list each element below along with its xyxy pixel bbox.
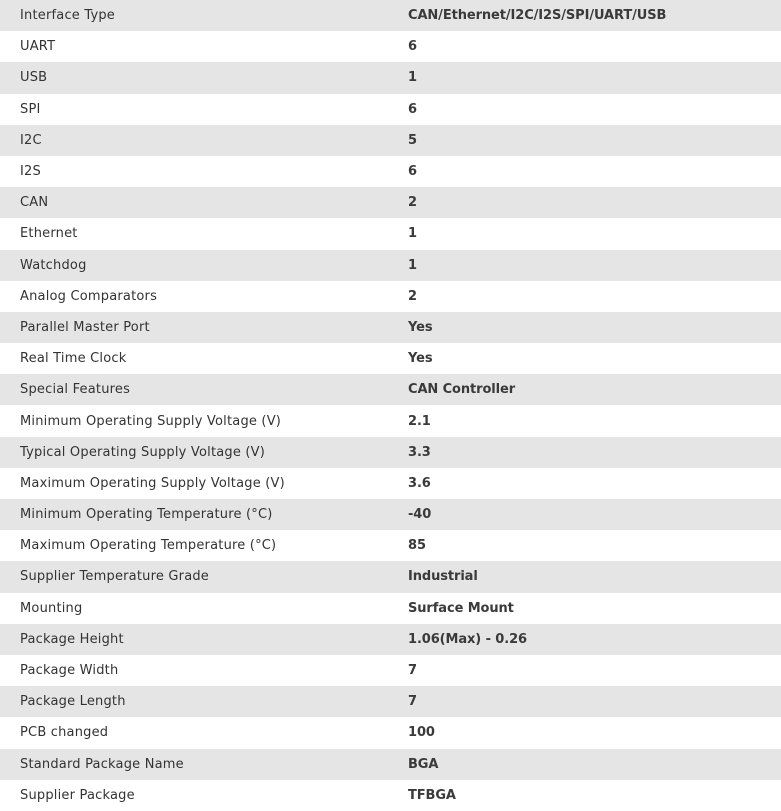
spec-value: 5 (408, 132, 417, 148)
spec-row (0, 405, 781, 436)
spec-name: Minimum Operating Temperature (°C) (20, 507, 273, 523)
spec-name: Maximum Operating Supply Voltage (V) (20, 475, 285, 491)
spec-name: I2C (20, 132, 42, 148)
spec-row (0, 561, 781, 592)
spec-value: 2 (408, 288, 417, 304)
spec-value: 85 (408, 538, 426, 554)
spec-value: CAN/Ethernet/I2C/I2S/SPI/UART/USB (408, 8, 667, 24)
spec-row (0, 593, 781, 624)
spec-name: Supplier Temperature Grade (20, 569, 210, 585)
spec-row (0, 31, 781, 62)
spec-value: 7 (408, 663, 417, 679)
spec-value: 1 (408, 226, 417, 242)
spec-row (0, 62, 781, 93)
spec-row (0, 343, 781, 374)
spec-value: TFBGA (408, 787, 456, 803)
spec-value: 3.3 (408, 444, 431, 460)
spec-value: 1 (408, 70, 417, 86)
spec-name: Special Features (20, 382, 131, 398)
spec-value: Surface Mount (408, 600, 514, 616)
spec-name: Package Width (20, 663, 119, 679)
spec-value: Yes (408, 319, 433, 335)
spec-row (0, 686, 781, 717)
spec-row (0, 94, 781, 125)
spec-value: 6 (408, 101, 417, 117)
spec-value: BGA (408, 756, 439, 772)
spec-value: 2 (408, 195, 417, 211)
spec-name: Real Time Clock (20, 351, 127, 367)
spec-row (0, 624, 781, 655)
spec-row (0, 187, 781, 218)
spec-row (0, 468, 781, 499)
spec-row (0, 717, 781, 748)
spec-value: CAN Controller (408, 382, 516, 398)
spec-name: Standard Package Name (20, 756, 184, 772)
spec-name: PCB changed (20, 725, 109, 741)
spec-value: 100 (408, 725, 435, 741)
spec-row (0, 530, 781, 561)
spec-row (0, 312, 781, 343)
spec-name: Package Height (20, 631, 124, 647)
spec-row (0, 655, 781, 686)
spec-name: Mounting (20, 600, 83, 616)
spec-value: 6 (408, 164, 417, 180)
spec-name: USB (20, 70, 48, 86)
spec-name: I2S (20, 164, 41, 180)
spec-value: 1.06(Max) - 0.26 (408, 631, 527, 647)
spec-value: 2.1 (408, 413, 431, 429)
spec-name: Minimum Operating Supply Voltage (V) (20, 413, 282, 429)
spec-row (0, 0, 781, 31)
spec-value: Industrial (408, 569, 478, 585)
spec-row (0, 749, 781, 780)
spec-row (0, 281, 781, 312)
spec-row (0, 499, 781, 530)
spec-value: 1 (408, 257, 417, 273)
spec-row (0, 250, 781, 281)
spec-value: 7 (408, 694, 417, 710)
spec-name: Package Length (20, 694, 126, 710)
spec-name: Maximum Operating Temperature (°C) (20, 538, 277, 554)
spec-row (0, 780, 781, 811)
spec-name: Interface Type (20, 8, 115, 24)
spec-row (0, 156, 781, 187)
spec-name: Supplier Package (20, 787, 135, 803)
spec-name: Parallel Master Port (20, 319, 150, 335)
spec-name: CAN (20, 195, 49, 211)
spec-row (0, 125, 781, 156)
spec-name: SPI (20, 101, 41, 117)
spec-name: Analog Comparators (20, 288, 158, 304)
spec-name: Ethernet (20, 226, 78, 242)
spec-name: UART (20, 39, 56, 55)
spec-row (0, 218, 781, 249)
spec-row (0, 374, 781, 405)
spec-row (0, 437, 781, 468)
spec-value: Yes (408, 351, 433, 367)
spec-value: 3.6 (408, 475, 431, 491)
spec-value: -40 (408, 507, 432, 523)
spec-name: Typical Operating Supply Voltage (V) (20, 444, 266, 460)
spec-value: 6 (408, 39, 417, 55)
spec-name: Watchdog (20, 257, 87, 273)
